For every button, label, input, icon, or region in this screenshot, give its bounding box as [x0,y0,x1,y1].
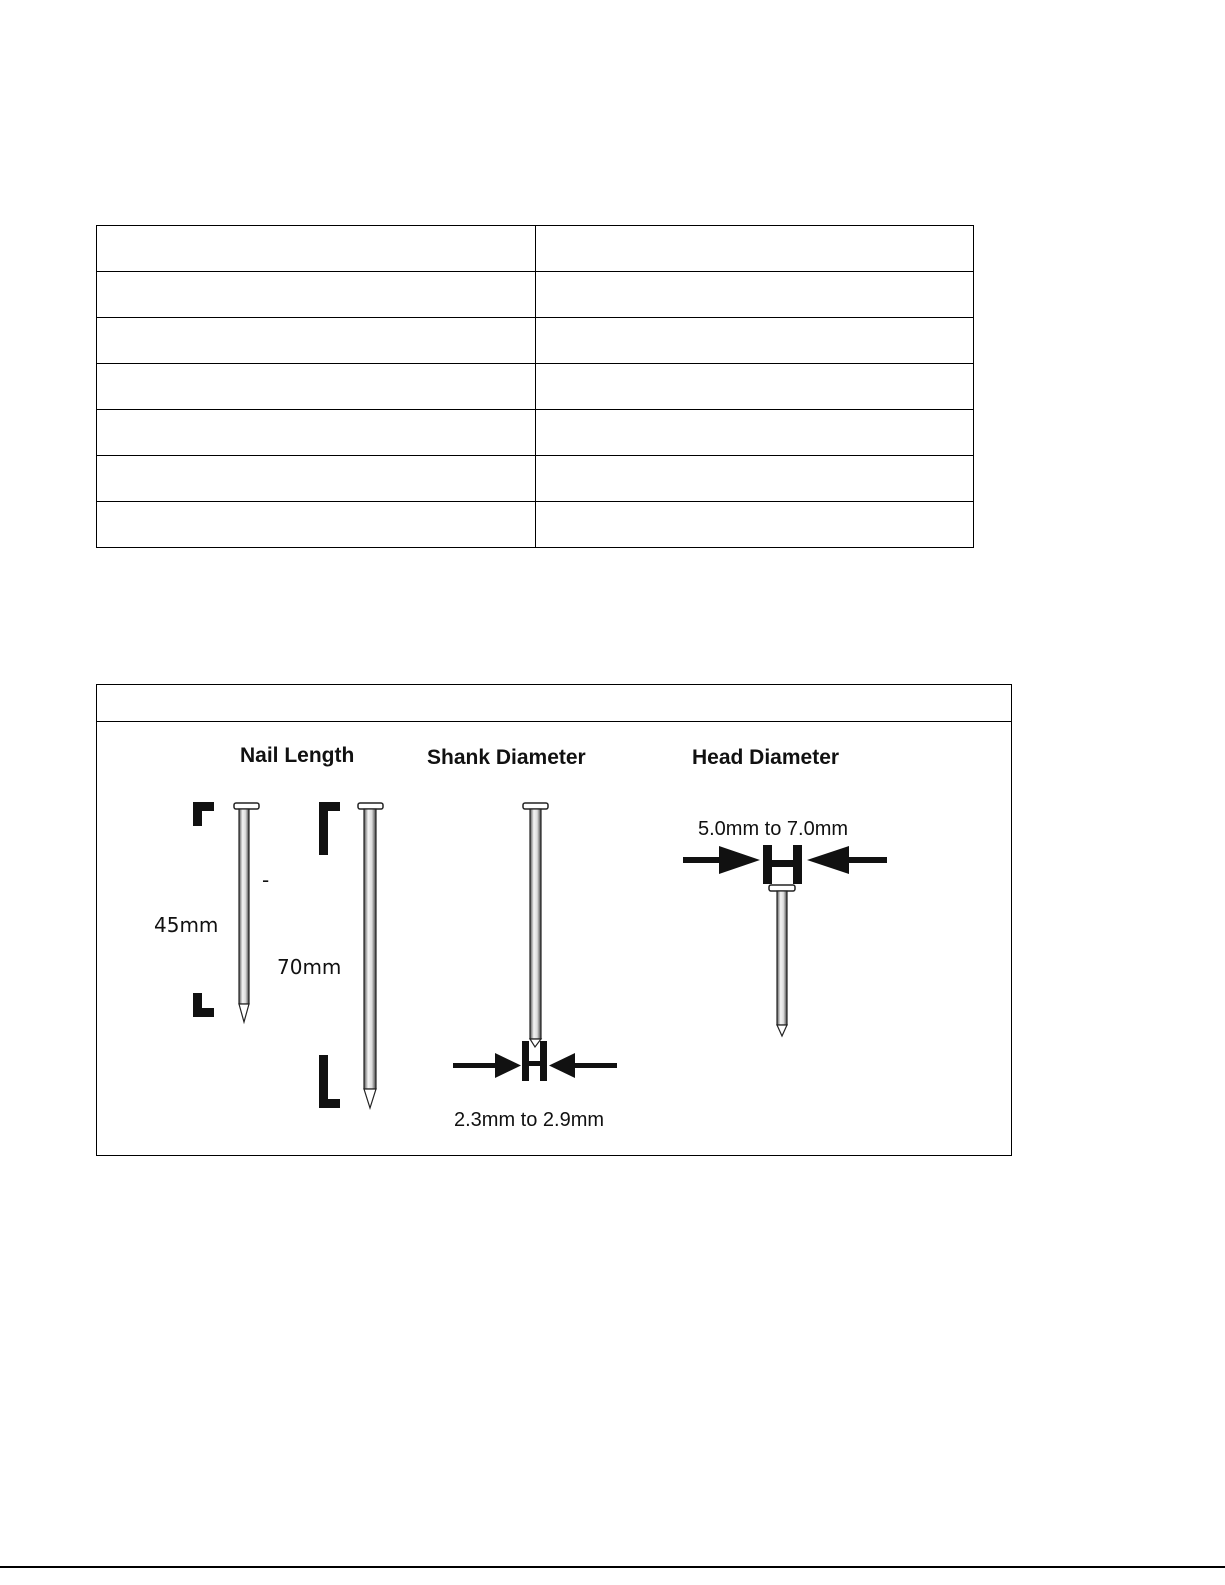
spec-table-row [97,226,974,272]
nail-dimension-diagram [96,684,1012,1156]
long-nail-bracket-top [319,802,340,855]
spec-table-cell [97,272,536,318]
head-nail [769,885,795,1036]
spec-table-cell [535,364,974,410]
page-bottom-rule [0,1566,1225,1568]
spec-table-row [97,502,974,548]
short-nail-bracket-top [193,802,214,826]
spec-table-row [97,456,974,502]
spec-table-cell [97,502,536,548]
nail-length-min-label: 45mm [154,913,219,937]
long-nail-bracket-bottom [319,1055,340,1108]
spec-table-row [97,364,974,410]
spec-table-cell [535,410,974,456]
shank-diameter-heading: Shank Diameter [427,746,586,769]
nail-length-dash: - [262,868,270,892]
nail-length-heading: Nail Length [240,744,355,767]
spec-table-cell [97,410,536,456]
long-nail [358,803,383,1108]
shank-diameter-range-label: 2.3mm to 2.9mm [454,1109,605,1131]
spec-table [96,225,974,548]
spec-table-cell [535,456,974,502]
spec-table-cell [535,502,974,548]
head-diameter-marker [763,845,802,884]
shank-nail [523,803,548,1047]
spec-table-cell [535,226,974,272]
short-nail [234,803,259,1022]
nail-diagram-svg [97,685,1013,1157]
spec-table-cell [535,318,974,364]
nail-length-max-label: 70mm [277,955,342,979]
head-diameter-heading: Head Diameter [692,746,840,769]
shank-arrow-left-icon [453,1053,521,1078]
spec-table-cell [97,318,536,364]
spec-table-row [97,318,974,364]
short-nail-bracket-bottom [193,993,214,1017]
head-diameter-range-label: 5.0mm to 7.0mm [698,818,849,840]
spec-table-cell [97,226,536,272]
spec-table-row [97,272,974,318]
shank-arrow-right-icon [549,1053,617,1078]
spec-table-cell [97,456,536,502]
spec-table-cell [97,364,536,410]
head-arrow-right-icon [807,846,887,874]
spec-table-row [97,410,974,456]
head-arrow-left-icon [683,846,760,874]
spec-table-cell [535,272,974,318]
